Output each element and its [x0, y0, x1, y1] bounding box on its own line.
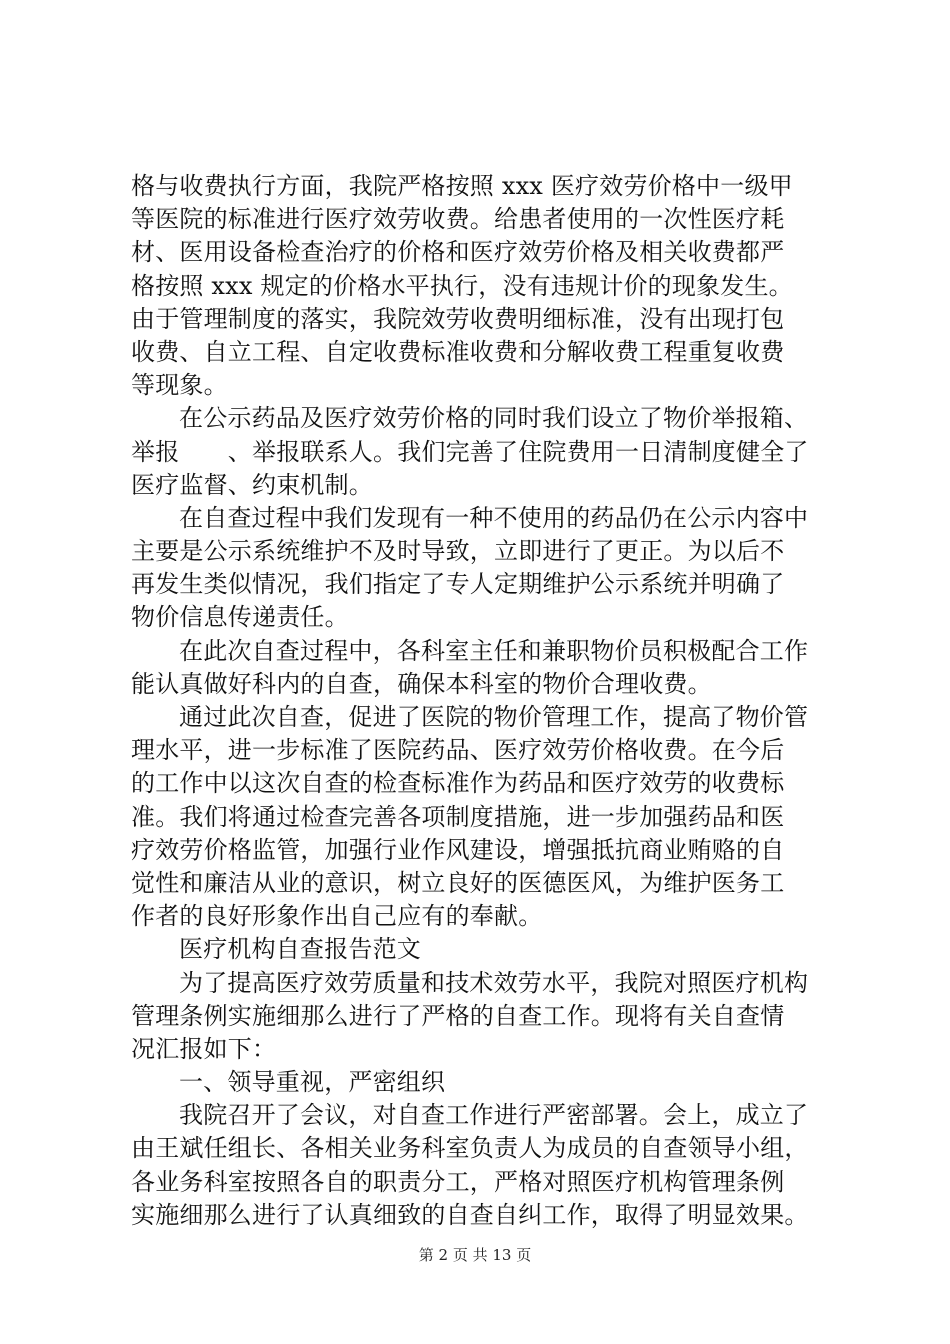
text-line: 觉性和廉洁从业的意识，树立良好的医德医风，为维护医务工	[131, 868, 785, 897]
text-line: 在公示药品及医疗效劳价格的同时我们设立了物价举报箱、	[179, 404, 809, 433]
text-line: 由于管理制度的落实，我院效劳收费明细标准，没有出现打包	[131, 304, 785, 333]
text-line: 为了提高医疗效劳质量和技术效劳水平，我院对照医疗机构	[179, 968, 809, 997]
text-line: 收费、自立工程、自定收费标准收费和分解收费工程重复收费	[131, 337, 785, 366]
text-line: 主要是公示系统维护不及时导致，立即进行了更正。为以后不	[131, 537, 785, 566]
text-line: 准。我们将通过检查完善各项制度措施，进一步加强药品和医	[131, 802, 785, 831]
text-line: 实施细那么进行了认真细致的自查自纠工作，取得了明显效果。	[131, 1200, 809, 1229]
text-line: 医疗监督、约束机制。	[131, 470, 373, 499]
text-line: 能认真做好科内的自查，确保本科室的物价合理收费。	[131, 669, 712, 698]
text-line: 物价信息传递责任。	[131, 603, 349, 632]
text-line: 在此次自查过程中，各科室主任和兼职物价员积极配合工作	[179, 636, 809, 665]
text-line: 材、医用设备检查治疗的价格和医疗效劳价格及相关收费都严	[131, 238, 785, 267]
text-line: 等医院的标准进行医疗效劳收费。给患者使用的一次性医疗耗	[131, 205, 785, 234]
text-line: 管理条例实施细那么进行了严格的自查工作。现将有关自查情	[131, 1001, 785, 1030]
text-line: 由王斌任组长、各相关业务科室负责人为成员的自查领导小组，	[131, 1134, 809, 1163]
document-body	[131, 170, 851, 1232]
text-line: 一、领导重视，严密组织	[179, 1068, 446, 1097]
text-line: 再发生类似情况，我们指定了专人定期维护公示系统并明确了	[131, 570, 785, 599]
text-line: 各业务科室按照各自的职责分工，严格对照医疗机构管理条例	[131, 1167, 785, 1196]
text-line: 医疗机构自查报告范文	[179, 935, 421, 964]
text-line: 举报 、举报联系人。我们完善了住院费用一日清制度健全了	[131, 437, 809, 466]
text-line: 的工作中以这次自查的检查标准作为药品和医疗效劳的收费标	[131, 769, 785, 798]
text-line: 况汇报如下：	[131, 1034, 277, 1063]
text-line: 在自查过程中我们发现有一种不使用的药品仍在公示内容中	[179, 503, 809, 532]
text-line: 疗效劳价格监管，加强行业作风建设，增强抵抗商业贿赂的自	[131, 835, 785, 864]
text-line: 我院召开了会议，对自查工作进行严密部署。会上，成立了	[179, 1101, 809, 1130]
text-line: 通过此次自查，促进了医院的物价管理工作，提高了物价管	[179, 703, 809, 731]
text-line: 格按照 xxx 规定的价格水平执行，没有违规计价的现象发生。	[131, 271, 793, 300]
page-number-footer: 第 2 页 共 13 页	[418, 1246, 532, 1264]
text-line: 作者的良好形象作出自己应有的奉献。	[131, 902, 543, 931]
text-line: 格与收费执行方面，我院严格按照 xxx 医疗效劳价格中一级甲	[131, 172, 793, 200]
text-line: 等现象。	[131, 371, 228, 400]
text-line: 理水平，进一步标准了医院药品、医疗效劳价格收费。在今后	[131, 736, 785, 765]
